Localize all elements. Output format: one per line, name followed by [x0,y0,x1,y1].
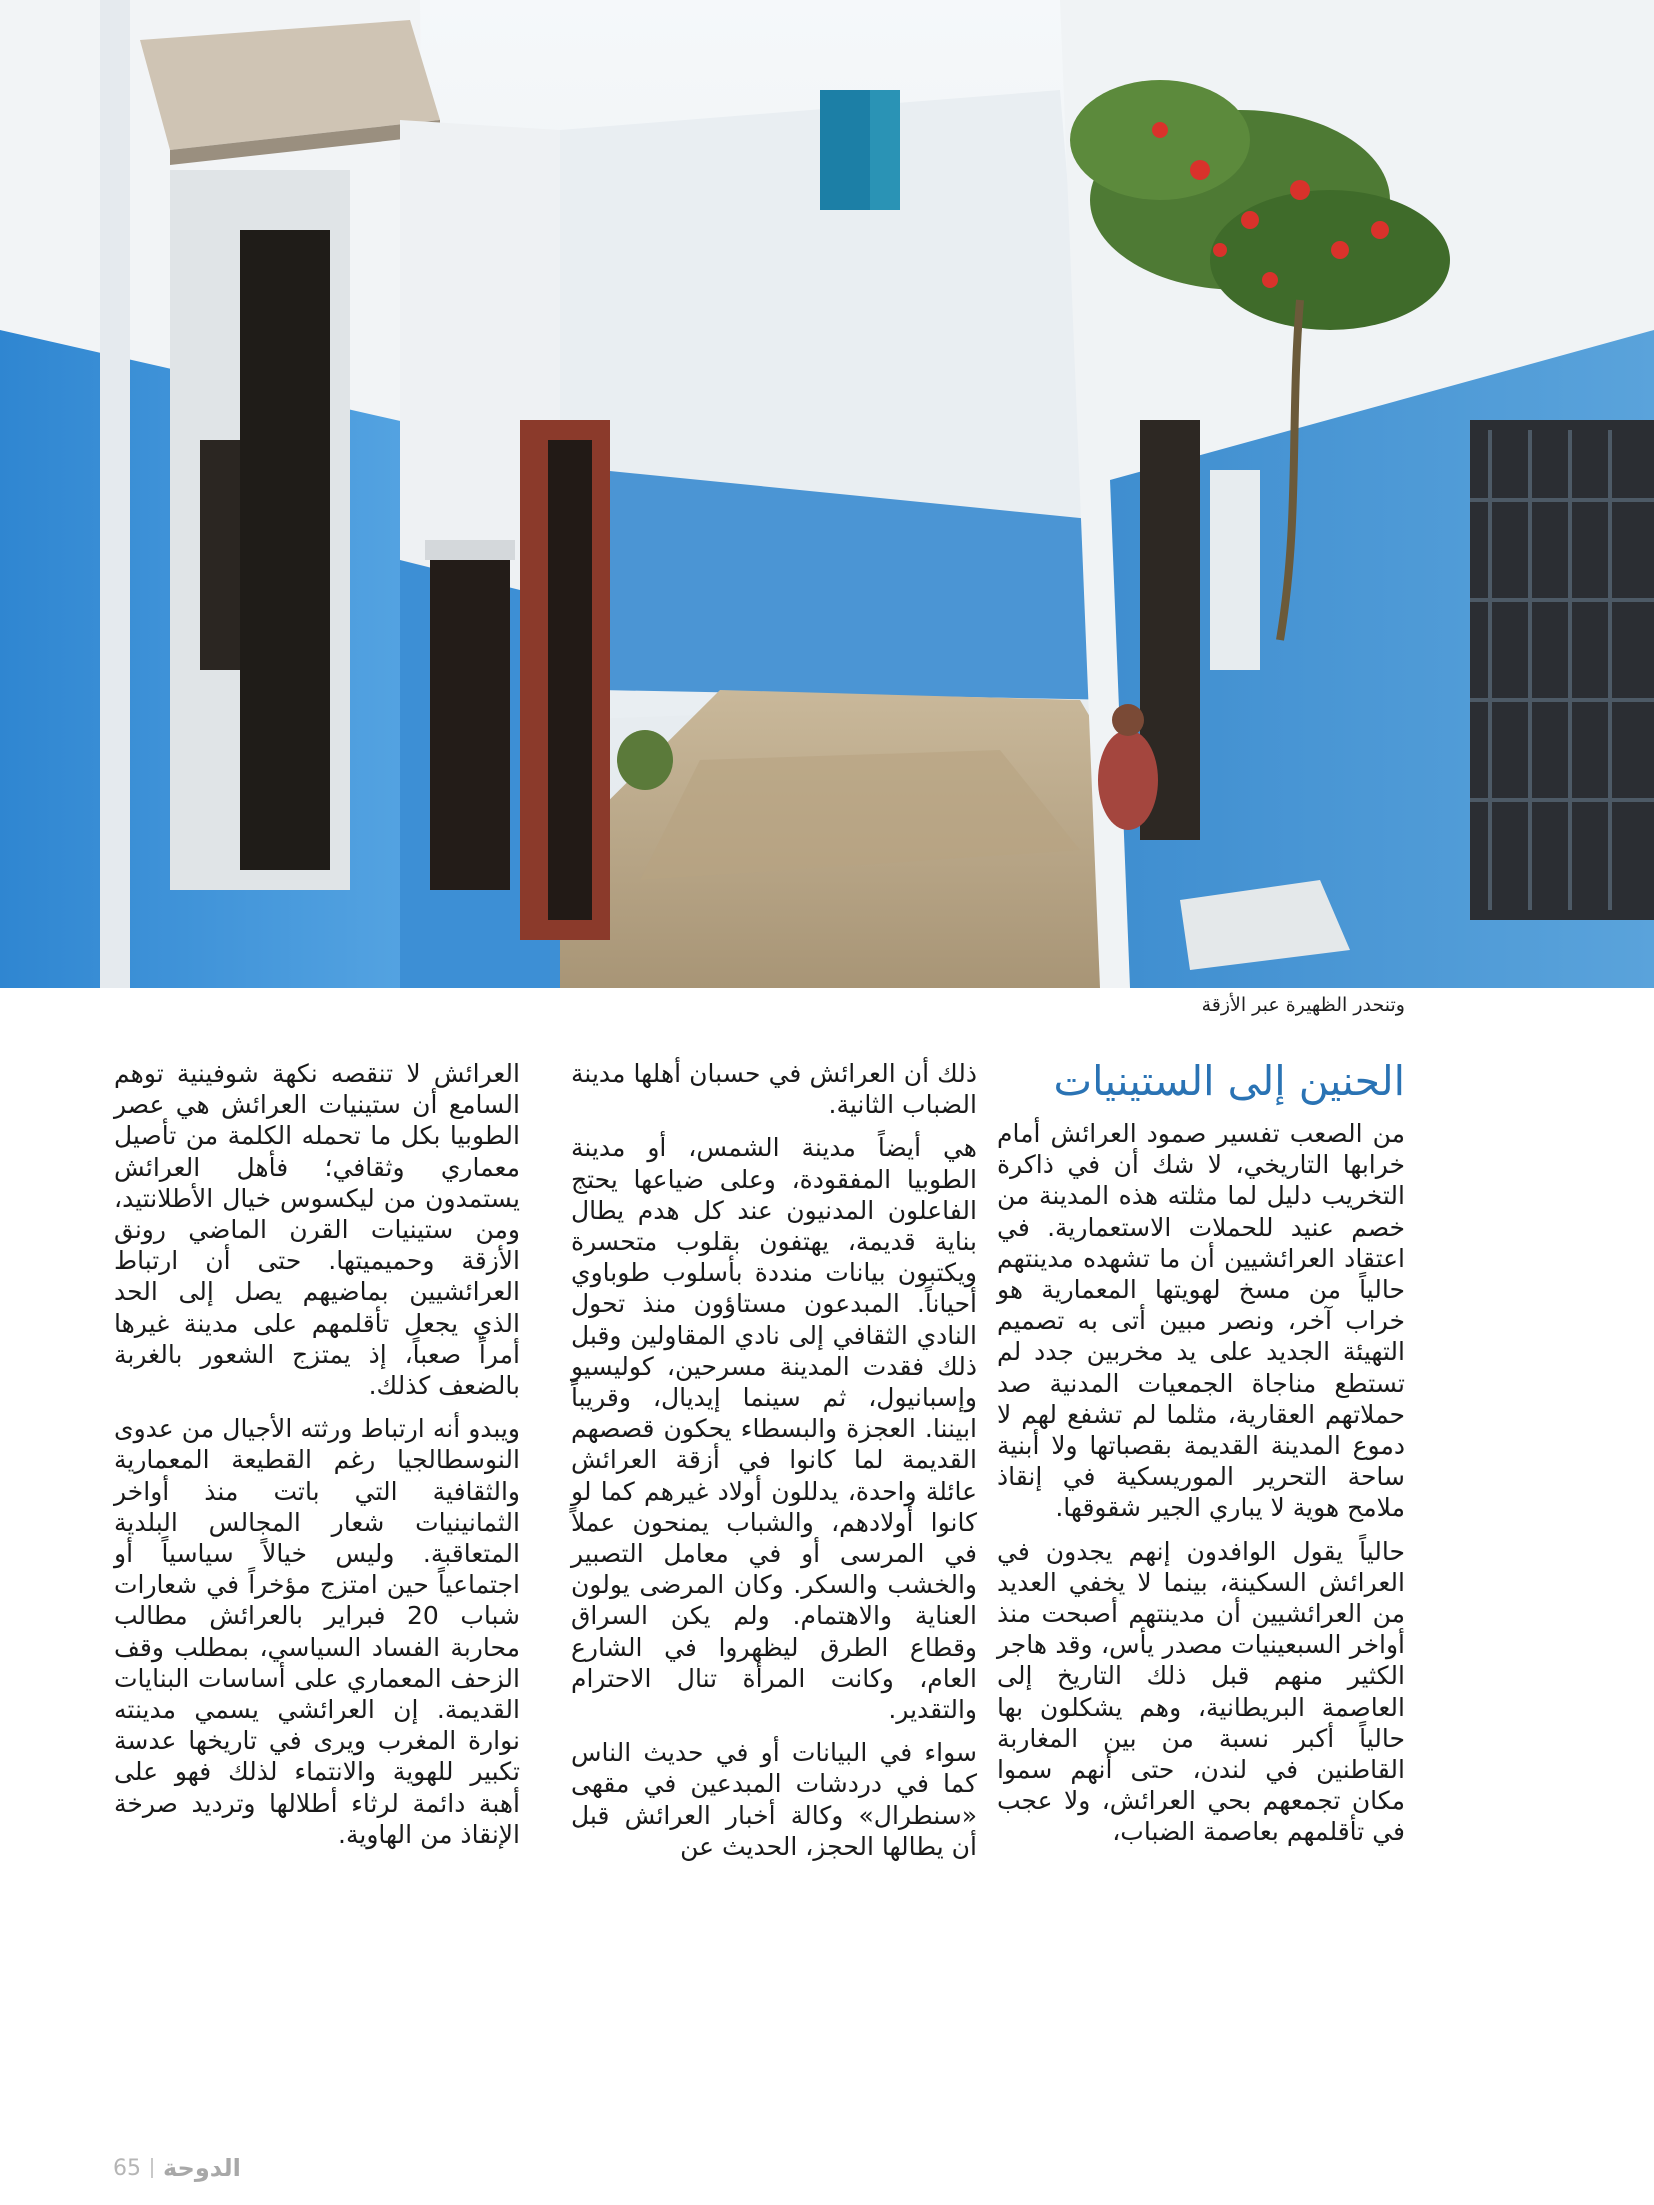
article-column-right [997,1058,1405,1848]
article-column-middle [571,1058,977,1862]
paragraph: ذلك أن العرائش في حسبان أهلها مدينة الضباب الثانية. [571,1059,977,1120]
folio-divider [151,2158,153,2178]
paragraph: ويبدو أنه ارتباط ورثته الأجيال من عدوى النوسطالجيا رغم القطيعة المعمارية والثقافية التي باتت منذ أواخر الثمانينيات شعار المجالس البلدية المتعاقبة. وليس خيالاً سياسياً أو اجتماعياً حين امتزج مؤخراً في شعارات شباب 20 فبراير بالعرائش مطالب محاربة الفساد السياسي، بمطلب وقف الزحف المعماري على أساسات البنايات القديمة. إن العرائشي يسمي مدينته نوارة المغرب ويرى في تاريخها عدسة تكبير للهوية والانتماء لذلك فهو على أهبة دائمة لرثاء أطلالها وترديد صرخة الإنقاذ من الهاوية. [114,1414,520,1849]
paragraph: من الصعب تفسير صمود العرائش أمام خرابها التاريخي، لا شك أن في ذاكرة التخريب دليل لما مثلته هذه المدينة من خصم عنيد للحملات الاستعمارية. في اعتقاد العرائشيين أن ما تشهده مدينتهم حالياً من مسخ لهويتها المعمارية هو خراب آخر، ونصر مبين أتى به تصميم التهيئة الجديد على يد مخربين جدد لم تستطع مناجاة الجمعيات المدنية صد حملاتهم العقارية، مثلما لم تشفع لهم لا دموع المدينة القديمة بقصباتها ولا أبنية ساحة التحرير الموريسكية في إنقاذ ملامح هوية لا يباري الجير شقوقها. [997,1119,1405,1523]
article-column-left [114,1058,520,1850]
section-heading: الحنين إلى الستينيات [1053,1057,1405,1105]
paragraph: هي أيضاً مدينة الشمس، أو مدينة الطوبيا المفقودة، وعلى ضياعها يحتج الفاعلون المدنيون عند كل هدم يطال بناية قديمة، يهتفون بقلوب متحسرة ويكتبون بيانات منددة بأسلوب طوباوي أحياناً. المبدعون مستاؤون منذ تحول النادي الثقافي إلى نادي المقاولين وقبل ذلك فقدت المدينة مسرحين، كوليسيو وإسبانيول، ثم سينما إيديال، وقريباً ابيننا. العجزة والبسطاء يحكون قصصهم القديمة لما كانوا في أزقة العرائش عائلة واحدة، يدللون أولاد غيرهم كما لو كانوا أولادهم، والشباب يمنحون عملاً في المرسى أو في معامل التصبير والخشب والسكر. وكان المرضى يولون العناية والاهتمام. ولم يكن السراق وقطاع الطرق ليظهروا في الشارع العام، وكانت المرأة تنال الاحترام والتقدير. [571,1133,977,1725]
magazine-name: الدوحة [163,2154,241,2182]
page-folio [113,2154,241,2182]
photo-caption: وتنحدر الظهيرة عبر الأزقة [1201,994,1405,1016]
paragraph: العرائش لا تنقصه نكهة شوفينية توهم السامع أن ستينيات العرائش هي عصر الطوبيا بكل ما تحمله الكلمة من تأصيل معماري وثقافي؛ فأهل العرائش يستمدون من ليكسوس خيال الأطلانتيد، ومن ستينيات القرن الماضي رونق الأزقة وحميميتها. حتى أن ارتباط العرائشيين بماضيهم يصل إلى الحد الذي يجعل تأقلمهم على مدينة غيرها أمراً صعباً، إذ يمتزج الشعور بالغربة بالضعف كذلك. [114,1059,520,1401]
paragraph: حالياً يقول الوافدون إنهم يجدون في العرائش السكينة، بينما لا يخفي العديد من العرائشيين أن مدينتهم أصبحت منذ أواخر السبعينيات مصدر يأس، وقد هاجر الكثير منهم قبل ذلك التاريخ إلى العاصمة البريطانية، وهم يشكلون بها حالياً أكبر نسبة من بين المغاربة القاطنين في لندن، حتى أنهم سموا مكان تجمعهم بحي العرائش، ولا عجب في تأقلمهم بعاصمة الضباب، [997,1536,1405,1847]
hero-photo [0,0,1654,988]
paragraph: سواء في البيانات أو في حديث الناس كما في دردشات المبدعين في مقهى «سنطرال» وكالة أخبار العرائش قبل أن يطالها الحجز، الحديث عن [571,1738,977,1861]
page-number: 65 [113,2155,141,2181]
